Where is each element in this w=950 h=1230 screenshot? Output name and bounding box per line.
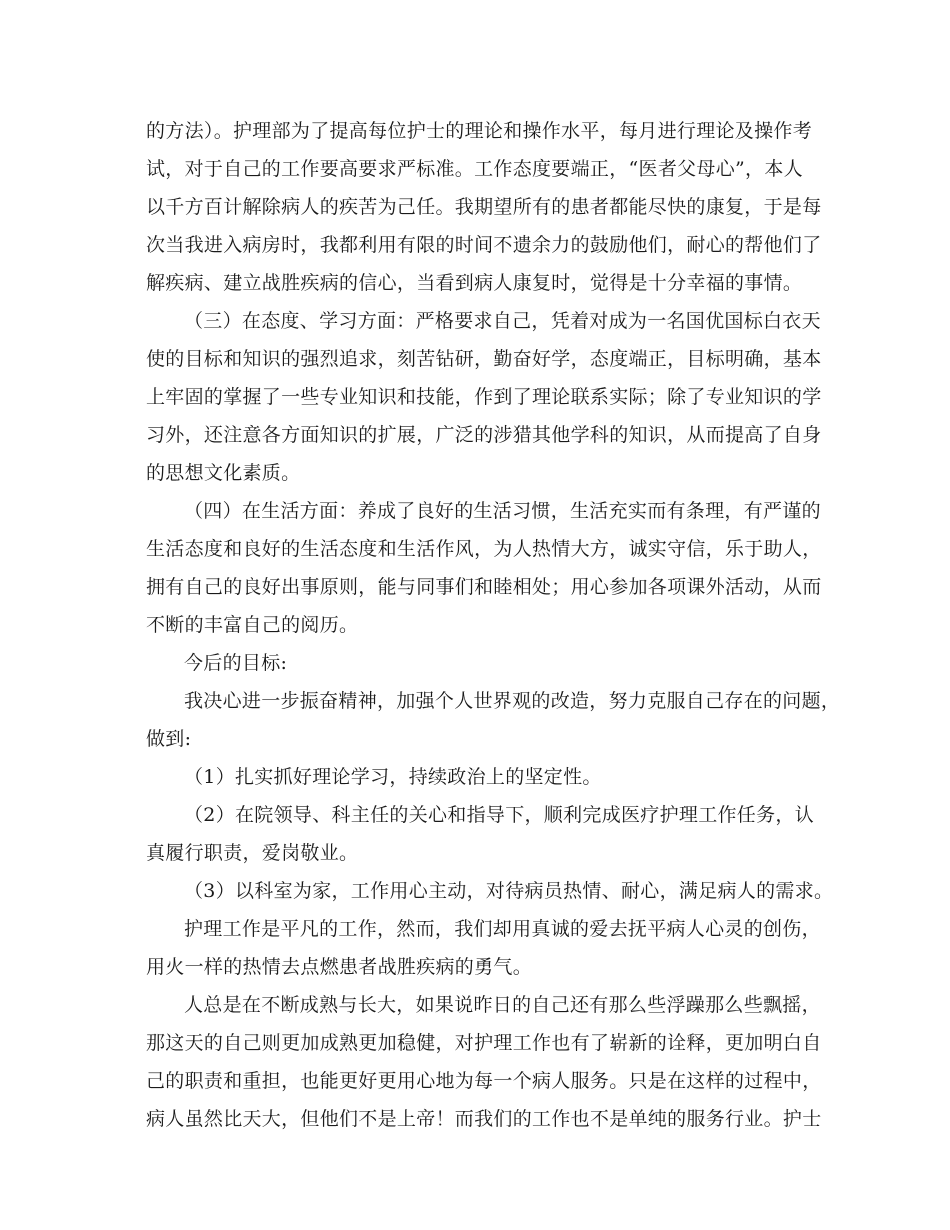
text-line: 习外，还注意各方面知识的扩展，广泛的涉猎其他学科的知识，从而提高了自身 — [146, 424, 822, 446]
text-line: 以千方百计解除病人的疾苦为己任。我期望所有的患者都能尽快的康复，于是每 — [146, 196, 822, 218]
list-item: （1）扎实抓好理论学习，持续政治上的坚定性。 — [184, 766, 602, 788]
text-line: 拥有自己的良好出事原则，能与同事们和睦相处；用心参加各项课外活动，从而 — [146, 576, 822, 598]
text-line: 的方法）。护理部为了提高每位护士的理论和操作水平，每月进行理论及操作考 — [146, 120, 813, 142]
paragraph-start-line: 人总是在不断成熟与长大，如果说昨日的自己还有那么些浮躁那么些飘摇， — [184, 994, 821, 1016]
text-line: 解疾病、建立战胜疾病的信心，当看到病人康复时，觉得是十分幸福的事情。 — [146, 272, 803, 294]
paragraph-start-line: 我决心进一步振奋精神，加强个人世界观的改造，努力克服自己存在的问题， — [184, 690, 841, 712]
text-line: 用火一样的热情去点燃患者战胜疾病的勇气。 — [146, 956, 533, 978]
text-line: 做到: — [146, 728, 192, 750]
list-item: （2）在院领导、科主任的关心和指导下，顺利完成医疗护理工作任务，认 — [184, 804, 814, 826]
section-heading: 今后的目标: — [184, 652, 288, 674]
list-item: （3）以科室为家，工作用心主动，对待病员热情、耐心，满足病人的需求。 — [184, 880, 834, 902]
text-line: 病人虽然比天大，但他们不是上帝！而我们的工作也不是单纯的服务行业。护士 — [146, 1108, 822, 1130]
text-line: 试，对于自己的工作要高要求严标准。工作态度要端正，“医者父母心”，本人 — [146, 158, 803, 180]
text-line: 真履行职责，爱岗敬业。 — [146, 842, 359, 864]
text-line: 使的目标和知识的强烈追求，刻苦钻研，勤奋好学，态度端正，目标明确，基本 — [146, 348, 822, 370]
paragraph-start-line: （四）在生活方面：养成了良好的生活习惯，生活充实而有条理，有严谨的 — [184, 500, 821, 522]
text-line: 生活态度和良好的生活态度和生活作风，为人热情大方，诚实守信，乐于助人， — [146, 538, 822, 560]
text-line: 己的职责和重担，也能更好更用心地为每一个病人服务。只是在这样的过程中， — [146, 1070, 822, 1092]
text-line: 那这天的自己则更加成熟更加稳健，对护理工作也有了崭新的诠释，更加明白自 — [146, 1032, 822, 1054]
text-line: 的思想文化素质。 — [146, 462, 301, 484]
text-line: 次当我进入病房时，我都利用有限的时间不遗余力的鼓励他们，耐心的帮他们了 — [146, 234, 822, 256]
text-line: 上牢固的掌握了一些专业知识和技能，作到了理论联系实际；除了专业知识的学 — [146, 386, 822, 408]
text-line: 不断的丰富自己的阅历。 — [146, 614, 359, 636]
paragraph-start-line: （三）在态度、学习方面：严格要求自己，凭着对成为一名国优国标白衣天 — [184, 310, 821, 332]
paragraph-start-line: 护理工作是平凡的工作，然而，我们却用真诚的爱去抚平病人心灵的创伤， — [184, 918, 821, 940]
